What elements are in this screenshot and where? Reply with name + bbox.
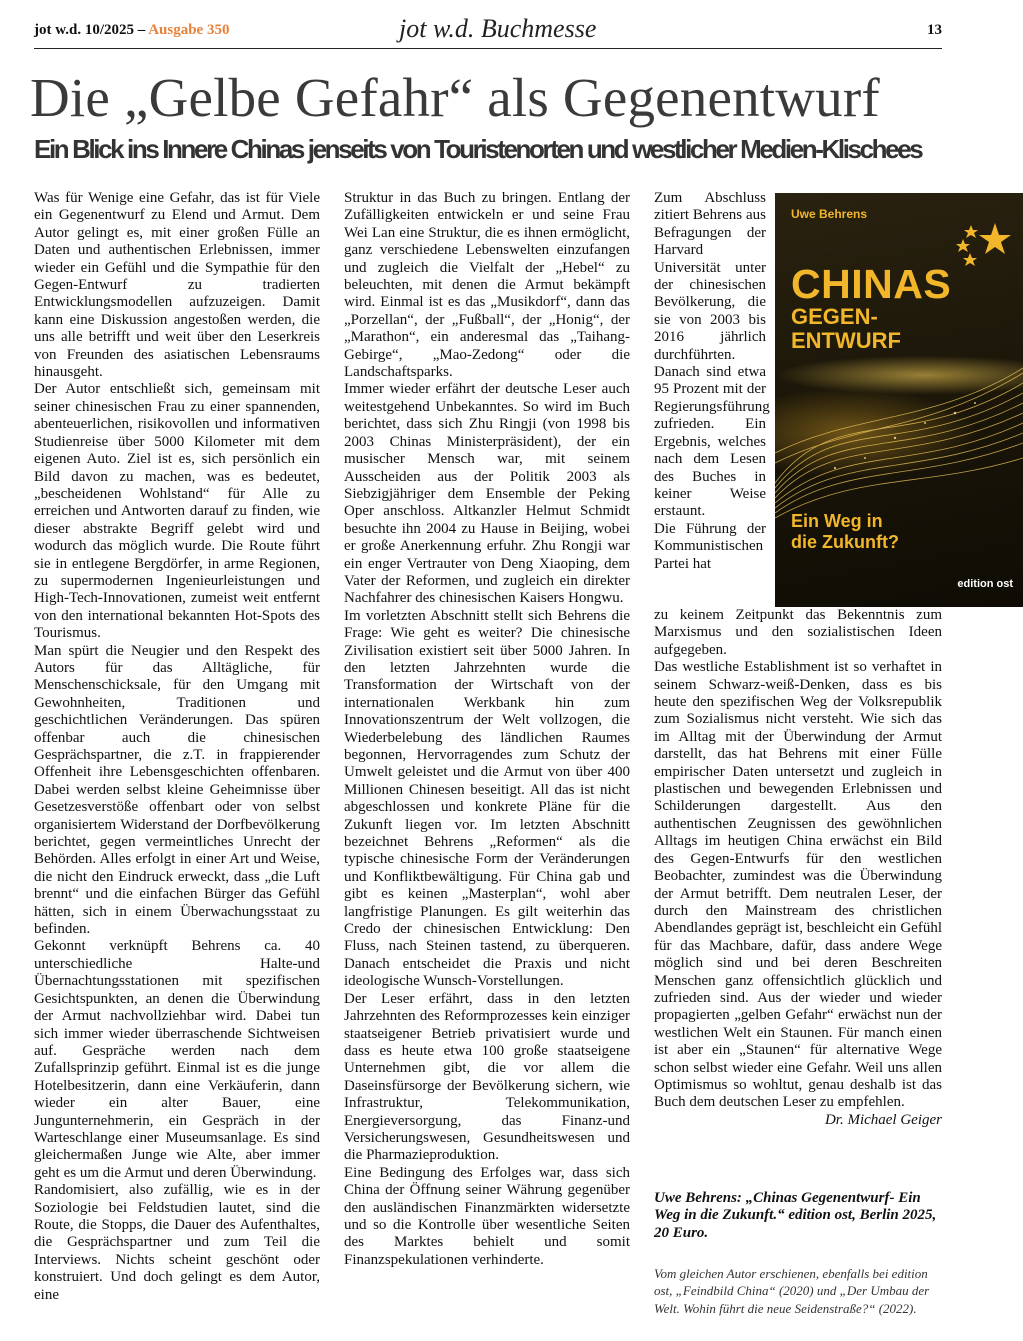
light-waves-graphic xyxy=(775,363,1023,523)
paragraph: zu keinem Zeitpunkt das Bekenntnis zum Marxismus und den sozialistischen Ideen aufgegeben. xyxy=(654,607,942,658)
paragraph: Gekonnt verknüpft Behrens ca. 40 unterschiedliche Halte-und Übernachtungsstationen mit spezifischen Gesichtspunkten, an denen die Überwindung der Armut nachvollziehbar wird. Dabei tun sich immer wieder überraschende Sichtweisen auf. Gespräche werden nach dem Zufallsprinzip geführt. Einmal ist es die junge Hotelbesitzerin, dann eine Verkäuferin, dann wieder ein alter Bauer, eine Jungunternehmerin, ein Gespräch in der Warteschlange einer Museumsanlage. Es sind gleichermaßen Junge wie Alte, aber immer geht es um die Armut und deren Überwindung. xyxy=(34,938,320,1181)
cover-subtitle-line1: Ein Weg in xyxy=(791,511,883,531)
paragraph: Der Leser erfährt, dass in den letzten Jahrzehnten des Reformprozesses kein einziger staatseigener Betrieb privatisiert wurde und dass es heute etwa 100 große staatseigene Unternehmen gibt, die vor allem die Daseinsfürsorge der Bevölkerung sichern, wie Infrastruktur, Telekommunikation, Energieversorgung, das Finanz-und Versicherungswesen, Gesundheitswesen und die Pharmazieproduktion. xyxy=(344,990,630,1164)
issue-prefix: jot w.d. 10/2025 – xyxy=(34,22,149,38)
column-2 xyxy=(344,190,630,1269)
more-books-note: Vom gleichen Autor erschienen, ebenfalls bei edition ost, „Feindbild China“ (2020) und „Der Umbau der Welt. Wohin führt die neue Seidenstraße?“ (2022). xyxy=(654,1266,930,1316)
page-header xyxy=(34,14,942,49)
paragraph: Immer wieder erfährt der deutsche Leser auch weitestgehend Unbekanntes. So wird im Buch berichtet, dass sich Zhu Ringji (von 1998 bis 2003 Chinas Ministerpräsident), der ein musischer Mensch war, mit seinem Ausscheiden aus der Politik 2003 als Siebzigjähriger dem Ensemble der Peking Oper anschloss. Altkanzler Helmut Schmidt besuchte ihn 2004 zu Hause in Beijing, wobei er große Anerkennung erfuhr. Zhu Rongji war ein enger Vertrauter von Deng Xiaoping, dem Vater der Reformen, und zugleich ein direkter Nachfahrer des chinesischen Kaisers Hongwu. xyxy=(344,381,630,607)
paragraph: Randomisiert, also zufällig, wie es in der Soziologie bei Feldstudien lautet, sind die Route, die Stopps, die Dauer des Aufenthaltes, die Gesprächspartner und zum Teil die Interviews. Nichts scheint geschönt oder konstruiert. Und doch gelingt es dem Autor, eine xyxy=(34,1182,320,1303)
author-signature: Dr. Michael Geiger xyxy=(824,1111,942,1128)
paragraph: Zum Abschluss zitiert Behrens aus Befragungen der Harvard Universität unter der chinesischen Bevölkerung, die sie von 2003 bis 2016 jährlich durchführten. Danach sind etwa 95 Prozent mit der Regierungsführung zufrieden. Ein Ergebnis, welches nach dem Lesen des Buches in keiner Weise erstaunt. xyxy=(654,190,770,520)
paragraph: Im vorletzten Abschnitt stellt sich Behrens die Frage: Wie geht es weiter? Die chinesische Zivilisation existiert seit über 5000 Jahren. In den letzten Jahrzehnten wurde die Transformation der Wirtschaft von der internationalen Werkbank hin zum Innovationszentrum der Welt vollzogen, die Wiederbelebung des ländlichen Raumes begonnen, Hervorragendes zum Schutz der Umwelt geleistet und die Armut von über 400 Millionen Chinesen beseitigt. All das ist nicht abgeschlossen und konkrete Pläne für die Zukunft liegen vor. Im letzten Abschnitt bezeichnet Behrens „Reformen“ als die typische chinesische Form der Veränderungen und Konfliktbewältigung. Für China gab und gibt es keinen „Masterplan“, wohl aber langfristige Planungen. Es gilt weiterhin das Credo der chinesischen Entwicklung: Den Fluss, nach Steinen tastend, zu überqueren. Danach entscheidet die Praxis und nicht ideologische Wunsch-Vorstellungen. xyxy=(344,607,630,990)
paragraph: Eine Bedingung des Erfolges war, dass sich China der Öffnung seiner Währung gegenüber den ausländischen Finanzmärkten widersetzte und so die Kontrolle über wesentliche Seiten des Marktes behielt und somit Finanzspekulationen verhinderte. xyxy=(344,1164,630,1268)
cover-title-line3: ENTWURF xyxy=(791,328,901,353)
cover-subtitle xyxy=(791,511,899,553)
column-1 xyxy=(34,190,320,1304)
article-subheadline: Ein Blick ins Innere Chinas jenseits von Touristenorten und westlicher Medien-Klischees xyxy=(34,134,922,164)
page-number: 13 xyxy=(927,22,942,38)
paragraph: Was für Wenige eine Gefahr, das ist für Viele ein Gegenentwurf zu Elend und Armut. Dem Autor gelingt es, mit einer großen Fülle an Daten und authentischen Erlebnissen, immer wieder ein Gefühl und die Sympathie für den Gegen-Entwurf zu tradierten Entwicklungsmodellen aufzuzeigen. Damit kann eine Diskussion angestoßen werden, die uns alle betrifft und weit über den Leserkreis von Freunden des asiatischen Lebensraums hinausgeht. xyxy=(34,190,320,381)
cover-subtitle-line2: die Zukunft? xyxy=(791,532,899,552)
paragraph: Man spürt die Neugier und den Respekt des Autors für das Alltägliche, für Menschenschicksale, für den Umgang mit Gewohnheiten, Traditionen und geschichtlichen Veränderungen. Das spüren offenbar auch die chinesischen Gesprächspartner, die z.T. in frappierender Offenheit ihre Lebensgeschichten offenbaren. Dabei werden selbst kleine Geheimnisse über Gesetzesverstöße offenbart oder von selbst organisiertem Widerstand der Dorfbevölkerung berichtet, gegen vermeintliches Unrecht der Behörden. Alles erfolgt in einer Art und Weise, die nicht den Eindruck erweckt, dass „die Luft brennt“ und die einfachen Bürger das Gefühl hätten, sich in einem Überwachungsstaat zu befinden. xyxy=(34,642,320,938)
issue-info xyxy=(34,22,229,39)
issue-number: Ausgabe 350 xyxy=(148,22,230,38)
column-3-top xyxy=(654,190,770,573)
column-3-main xyxy=(654,607,942,1129)
article-headline: Die „Gelbe Gefahr“ als Gegenentwurf xyxy=(30,67,880,128)
paragraph: Die Führung der Kommunistischen Partei hat xyxy=(654,520,766,572)
cover-title-lines xyxy=(791,305,901,353)
paragraph xyxy=(654,659,942,1128)
paragraph: Der Autor entschließt sich, gemeinsam mit seiner chinesischen Frau zu einer spannenden, abenteuerlichen, risikovollen und informativen Studienreise über 5000 Kilometer mit dem eigenen Auto. Ziel ist es, sich persönlich ein Bild davon zu machen, was es bedeutet, „bescheidenen Wohlstand“ für Alle zu erreichen und Antworten darauf zu finden, wie dieser abstrakte Begriff gelebt wird und wodurch das möglich wurde. Die Route führt sie in entlegene Bergdörfer, in arme Regionen, zu supermodernen Ingenieurleistungen und High-Tech-Innovationen, zumeist weit entfernt von den international bekannten Hot-Spots des Tourismus. xyxy=(34,381,320,642)
paragraph-text: Das westliche Establishment ist so verhaftet in seinem Schwarz-weiß-Denken, dass es bis heute den spezifischen Weg der Volksrepublik zum Sozialismus nicht versteht. Wie sich das im Alltag mit der Überwindung der Armut darstellt, das hat Behrens mit einer Fülle empirischer Daten untersetzt und zugleich in plastischen und bewegenden Erlebnissen und Schilderungen dargestellt. Aus den authentischen Zeugnissen des gewöhnlichen Alltags im heutigen China erwächst ein Bild des Gegen-Entwurfs für den westlichen Beobachter, zumindest was die Überwindung der Armut betrifft. Dem neutralen Leser, der durch den Mainstream des christlichen Abendlandes geprägt ist, beschleicht ein Gefühl für das Machbare, dafür, dass andere Wege möglich sind und bei deren Beschreiten Menschen ganz offensichtlich glücklich und zufrieden sind. Aus der wieder und wieder propagierten „gelben Gefahr“ erwächst nun der westlichen Welt ein Staunen. Für manch einen ist aber ein „Staunen“ für alternative Wege schon selbst wieder eine Gefahr. Weil uns allen Optimismus so wohltut, genau deshalb ist das Buch dem deutschen Leser zu empfehlen. xyxy=(654,659,942,1111)
book-info: Uwe Behrens: „Chinas Gegenentwurf- Ein Weg in die Zukunft.“ edition ost, Berlin 2025, 20 Euro. xyxy=(654,1190,937,1241)
stars-icon xyxy=(943,219,1017,269)
cover-author: Uwe Behrens xyxy=(791,207,868,221)
cover-publisher: edition ost xyxy=(957,578,1013,590)
book-cover xyxy=(775,193,1023,607)
cover-title-line1: CHINAS xyxy=(791,261,952,307)
paragraph: Struktur in das Buch zu bringen. Entlang der Zufälligkeiten entwickeln er und seine Frau Wei Lan eine Struktur, die es ihnen ermöglicht, ganz verschiedene Lebenswelten einzufangen und zugleich die Vielfalt der „Hebel“ zu beleuchten, mit denen die Armut bekämpft wird. Einmal ist es das „Musikdorf“, dann das „Porzellan“, der „Fußball“, der „Honig“, der „Marathon“, ein anderesmal das „Taihang-Gebirge“, „Mao-Zedong“ oder die Landschaftsparks. xyxy=(344,190,630,381)
cover-title-line2: GEGEN- xyxy=(791,304,878,329)
section-title: jot w.d. Buchmesse xyxy=(399,14,597,43)
